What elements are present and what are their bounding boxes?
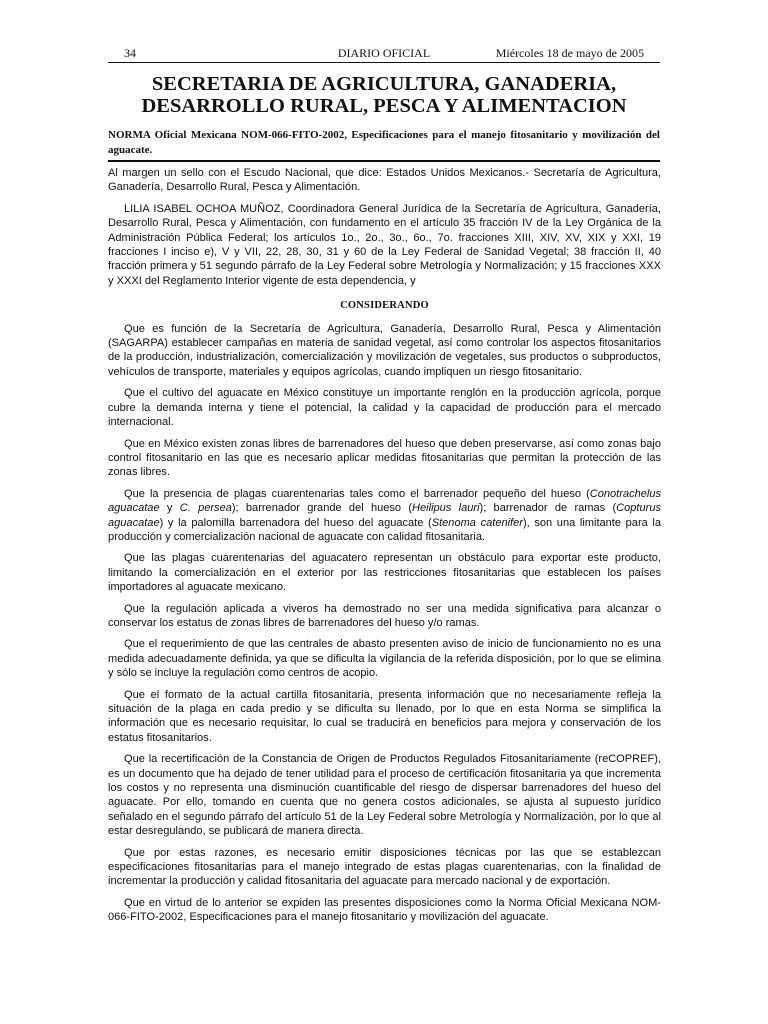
p4-text: ) y la palomilla barrenadora del hueso del aguacate ( <box>159 516 432 529</box>
considerando-paragraph-10: Que por estas razones, es necesario emitir disposiciones técnicas por las que se establezcan especificaciones fitosanitarias para el manejo integrado de estas plagas cuarentenarias, con la finalidad de incrementar la producción y calidad fitosanitaria del aguacate para mercado nacional y de exportación. <box>108 846 661 888</box>
page-header <box>108 46 660 62</box>
section-rule <box>108 160 660 162</box>
p4-text: y <box>159 502 180 515</box>
seal-paragraph: Al margen un sello con el Escudo Nacional, que dice: Estados Unidos Mexicanos.- Secretaría de Agricultura, Ganadería, Desarrollo Rural, Pesca y Alimentación. <box>108 167 661 194</box>
document-body <box>108 166 661 932</box>
considerando-paragraph-7: Que el requerimiento de que las centrales de abasto presenten aviso de inicio de funcionamiento no es una medida adecuadamente definida, ya que se dificulta la vigilancia de la referida disposición, por lo que se elimina y sólo se incluye la regulación como centros de acopio. <box>108 638 661 680</box>
species-name: Stenoma catenifer <box>431 516 523 529</box>
considerando-paragraph-4 <box>108 487 661 545</box>
ministry-title <box>108 73 660 117</box>
considerando-paragraph-8: Que el formato de la actual cartilla fitosanitaria, presenta información que no necesariamente refleja la situación de la plaga en cada predio y se dificulta su llenado, por lo que en esta Norma se simplifica la información que es necesario requisitar, lo cual se traducirá en beneficios para mejora y conservación de los estatus fitosanitarios. <box>108 688 661 744</box>
species-name: Heilipus lauri <box>412 502 480 515</box>
p4-text: ); barrenador grande del hueso ( <box>231 502 413 515</box>
species-name: C. persea <box>179 502 232 515</box>
p4-text: Que la presencia de plagas cuarentenarias tales como el barrenador pequeño del hueso ( <box>124 487 590 500</box>
considerando-paragraph-11: Que en virtud de lo anterior se expiden las presentes disposiciones como la Norma Oficial Mexicana NOM-066-FITO-2002, Especificaciones para el manejo fitosanitario y movilización del aguacate. <box>108 896 661 924</box>
considerando-heading: CONSIDERANDO <box>340 300 429 312</box>
p4-text: ), son una limitante para la producción y comercialización nacional de aguacate con calidad fitosanitaria. <box>108 516 662 543</box>
considerando-paragraph-2: Que el cultivo del aguacate en México constituye un importante renglón en la producción agrícola, porque cubre la demanda interna y tiene el potencial, la calidad y la capacidad de producción para el mercado internacional. <box>108 387 661 429</box>
publication-date: Miércoles 18 de mayo de 2005 <box>495 46 644 60</box>
ministry-title-line-2: DESARROLLO RURAL, PESCA Y ALIMENTACION <box>141 95 627 117</box>
norma-title: NORMA Oficial Mexicana NOM-066-FITO-2002, Especificaciones para el manejo fitosanitario y movilización del aguacate. <box>108 129 660 156</box>
page-number: 34 <box>124 46 136 60</box>
considerando-paragraph-9: Que la recertificación de la Constancia de Origen de Productos Regulados Fitosanitariamente (reCOPREF), es un documento que ha dejado de tener utilidad para el proceso de certificación fitosanitaria ya que incrementa los costos y no representa una disminución cuantificable del riesgo de dispersar barrenadores del hueso del aguacate. Por ello, tomando en cuenta que no genera costos adicionales, se ajusta al supuesto jurídico señalado en el segundo párrafo del artículo 51 de la Ley Federal sobre Metrología y Normalización, por lo que al estar desregulando, se publicará de manera directa. <box>108 753 661 838</box>
header-rule <box>108 62 660 63</box>
species-name: Conotrachelus aguacatae <box>108 487 661 515</box>
considerando-paragraph-3: Que en México existen zonas libres de barrenadores del hueso que deben preservarse, así como zonas bajo control fitosanitario en las que es necesario aplicar medidas fitosanitarias que permitan la protección de las zonas libres. <box>108 437 661 479</box>
species-name: Copturus aguacatae <box>108 502 661 529</box>
signatory-paragraph: LILIA ISABEL OCHOA MUÑOZ, Coordinadora General Jurídica de la Secretaría de Agricultura, Ganadería, Desarrollo Rural, Pesca y Alimentación, con fundamento en el artículo 35 fracción IV de la Ley Orgánica de la Administración Pública Federal; los artículos 1o., 2o., 3o., 6o., 7o. fracciones XIII, XIV, XV, XIX y XXI, 19 fracciones I inciso e), V y VII, 22, 28, 30, 31 y 60 de la Ley Federal de Sanidad Vegetal; 38 fracción II, 40 fracción primera y 51 segundo párrafo de la Ley Federal sobre Metrología y Normalización; y 15 fracciones XXX y XXXI del Reglamento Interior vigente de esta dependencia, y <box>108 202 661 287</box>
considerando-paragraph-1: Que es función de la Secretaría de Agricultura, Ganadería, Desarrollo Rural, Pesca y Alimentación (SAGARPA) establecer campañas en materia de sanidad vegetal, así como controlar los aspectos fitosanitarios de la producción, industrialización, comercialización y movilización de vegetales, sus productos o subproductos, vehículos de transporte, materiales y equipos agrícolas, cuando impliquen un riesgo fitosanitario. <box>108 322 661 378</box>
considerando-paragraph-6: Que la regulación aplicada a viveros ha demostrado no ser una medida significativa para alcanzar o conservar los estatus de zonas libres de barrenadores del hueso y/o ramas. <box>108 602 661 629</box>
considerando-paragraph-5: Que las plagas cuarentenarias del aguacatero representan un obstáculo para exportar este producto, limitando la comercialización en el exterior por las restricciones fitosanitarias que establecen los países importadores al aguacate mexicano. <box>108 552 661 594</box>
publication-name: DIARIO OFICIAL <box>337 46 431 60</box>
p4-text: ); barrenador de ramas ( <box>479 502 617 515</box>
ministry-title-line-1: SECRETARIA DE AGRICULTURA, GANADERIA, <box>151 73 617 95</box>
